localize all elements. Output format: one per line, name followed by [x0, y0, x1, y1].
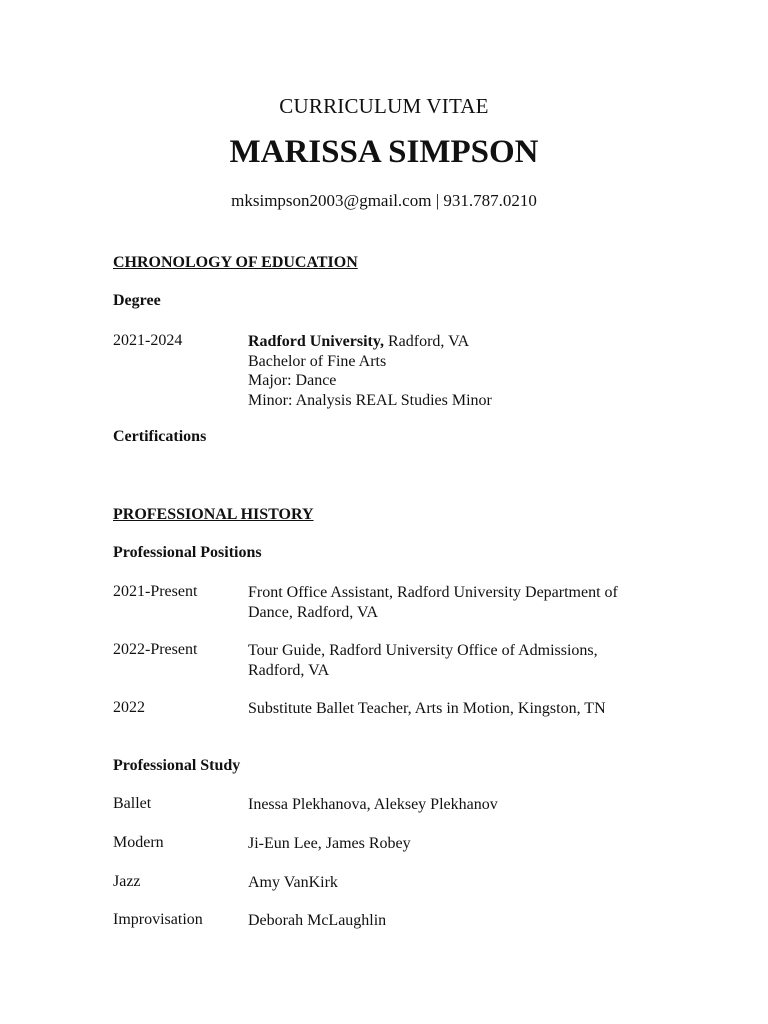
email-address: mksimpson2003@gmail.com	[231, 191, 432, 210]
position-line: Substitute Ballet Teacher, Arts in Motion, Kingston, TN	[248, 700, 606, 717]
study-style: Improvisation	[113, 911, 203, 928]
position-years: 2022	[113, 699, 145, 716]
candidate-name: MARISSA SIMPSON	[229, 134, 539, 170]
study-style: Jazz	[113, 873, 141, 890]
position-description	[248, 641, 598, 680]
study-teachers: Deborah McLaughlin	[248, 912, 387, 929]
study-heading: Professional Study	[113, 757, 241, 774]
study-teachers: Inessa Plekhanova, Aleksey Plekhanov	[248, 796, 498, 813]
position-line: Front Office Assistant, Radford University Department of	[248, 584, 618, 601]
degree-major: Major: Dance	[248, 372, 337, 389]
degree-location: Radford, VA	[384, 333, 470, 350]
education-section-title: CHRONOLOGY OF EDUCATION	[113, 254, 358, 271]
document-type-title: CURRICULUM VITAE	[279, 94, 489, 118]
study-style: Ballet	[113, 795, 152, 812]
study-teachers: Amy VanKirk	[248, 874, 338, 891]
degree-years: 2021-2024	[113, 332, 183, 349]
degree-name: Bachelor of Fine Arts	[248, 352, 387, 370]
contact-line	[0, 191, 768, 211]
degree-details	[248, 332, 492, 410]
degree-minor: Minor: Analysis REAL Studies Minor	[248, 391, 492, 409]
position-line: Tour Guide, Radford University Office of Admissions,	[248, 642, 598, 659]
professional-section-title: PROFESSIONAL HISTORY	[113, 506, 314, 523]
contact-separator: |	[431, 191, 444, 210]
position-line: Dance, Radford, VA	[248, 603, 379, 621]
study-teachers: Ji-Eun Lee, James Robey	[248, 835, 411, 852]
position-line: Radford, VA	[248, 661, 330, 679]
position-years: 2022-Present	[113, 641, 198, 658]
degree-heading: Degree	[113, 292, 161, 309]
position-years: 2021-Present	[113, 583, 198, 600]
position-description	[248, 583, 618, 622]
degree-institution-line	[248, 332, 492, 352]
phone-number: 931.787.0210	[443, 191, 537, 210]
certifications-heading: Certifications	[113, 428, 207, 445]
position-description	[248, 699, 606, 719]
study-style: Modern	[113, 834, 164, 851]
degree-institution: Radford University,	[248, 333, 384, 350]
positions-heading: Professional Positions	[113, 544, 262, 561]
